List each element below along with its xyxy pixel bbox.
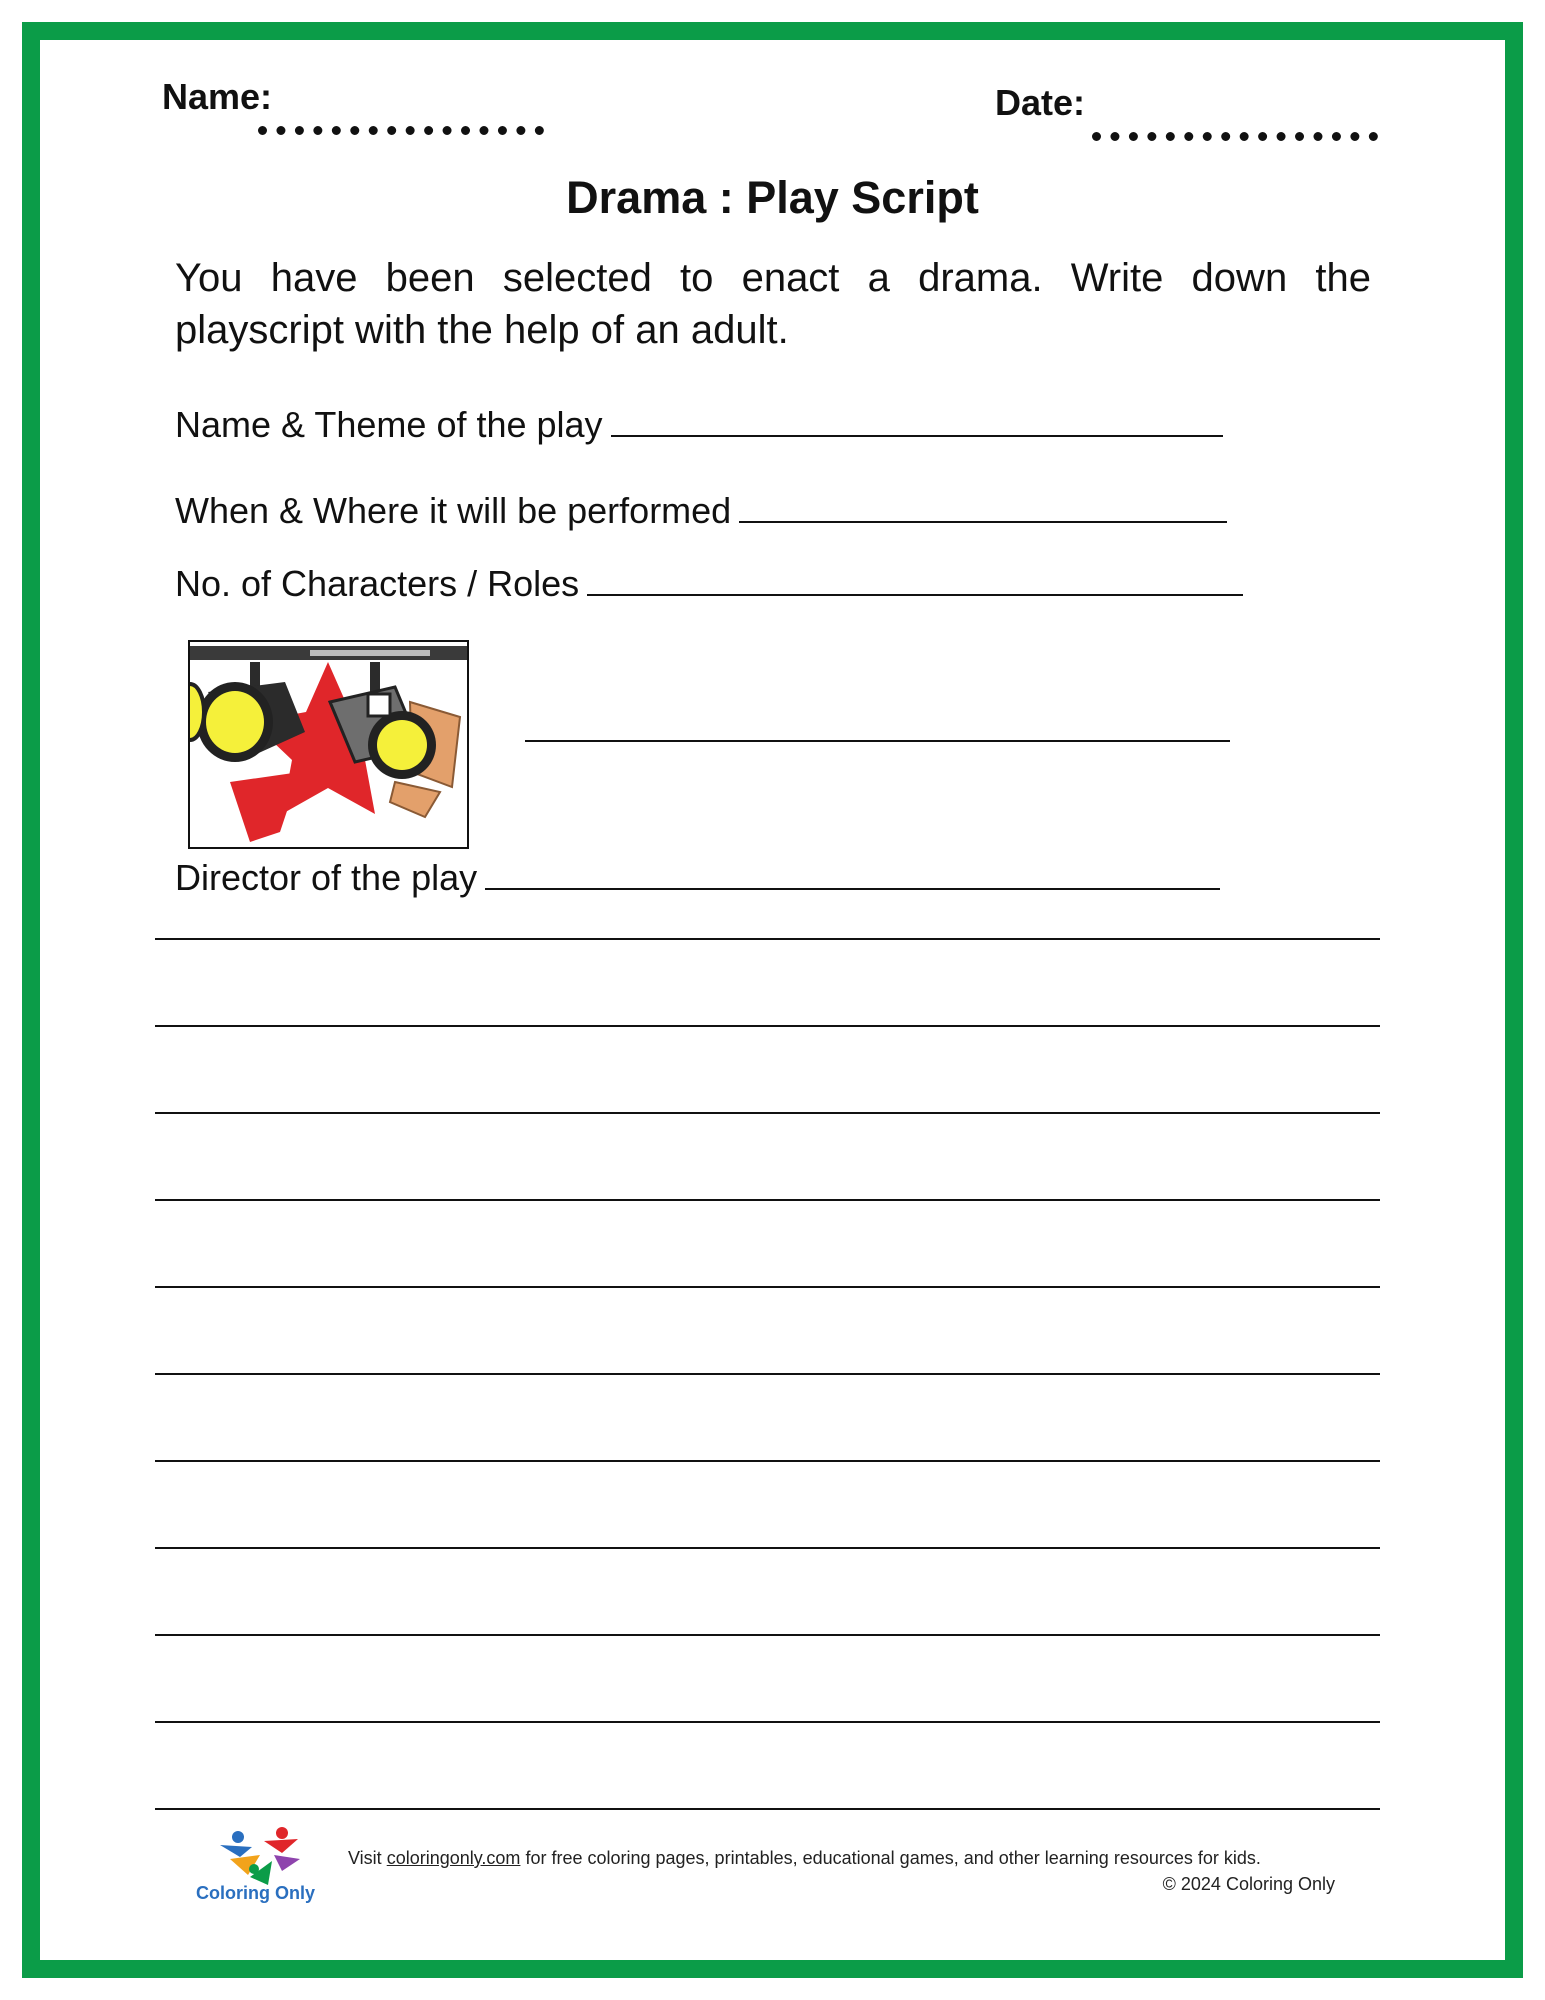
writing-line[interactable] <box>155 1112 1380 1114</box>
date-field[interactable] <box>1092 132 1378 141</box>
name-field[interactable] <box>258 126 544 135</box>
writing-line[interactable] <box>155 1634 1380 1636</box>
field-name-theme <box>175 404 1223 446</box>
field-characters-label: No. of Characters / Roles <box>175 563 580 604</box>
writing-line[interactable] <box>155 1286 1380 1288</box>
footer-visit-prefix: Visit <box>348 1848 382 1868</box>
footer-copyright: © 2024 Coloring Only <box>1162 1874 1335 1894</box>
writing-line[interactable] <box>155 1808 1380 1810</box>
instructions-text: You have been selected to enact a drama. Write down the playscript with the help of an adult. <box>175 256 1371 352</box>
field-characters <box>175 563 1243 605</box>
field-name-theme-input[interactable] <box>611 434 1223 437</box>
page-title: Drama : Play Script <box>566 172 979 223</box>
writing-line[interactable] <box>155 1373 1380 1375</box>
writing-line[interactable] <box>155 1025 1380 1027</box>
field-when-where-input[interactable] <box>739 520 1227 523</box>
footer-site-link[interactable]: coloringonly.com <box>386 1848 521 1868</box>
writing-line[interactable] <box>155 938 1380 940</box>
writing-line[interactable] <box>155 1547 1380 1549</box>
writing-line[interactable] <box>155 1199 1380 1201</box>
writing-line[interactable] <box>155 1460 1380 1462</box>
field-director-input[interactable] <box>485 887 1220 890</box>
date-label: Date: <box>995 82 1086 123</box>
field-director-label: Director of the play <box>175 857 478 898</box>
field-director <box>175 857 1220 899</box>
footer-visit-text <box>348 1848 1261 1869</box>
image-caption-line[interactable] <box>525 740 1230 742</box>
stage-lights-image <box>188 640 469 849</box>
field-when-where-label: When & Where it will be performed <box>175 490 732 531</box>
field-when-where <box>175 490 1227 532</box>
field-characters-input[interactable] <box>587 593 1243 596</box>
field-name-theme-label: Name & Theme of the play <box>175 404 603 445</box>
logo-text: Coloring Only <box>196 1883 315 1903</box>
writing-line[interactable] <box>155 1721 1380 1723</box>
stage-spotlights-icon <box>190 642 467 847</box>
footer-visit-suffix: for free coloring pages, printables, educational games, and other learning resources for kids. <box>525 1848 1261 1868</box>
name-label: Name: <box>162 76 273 117</box>
